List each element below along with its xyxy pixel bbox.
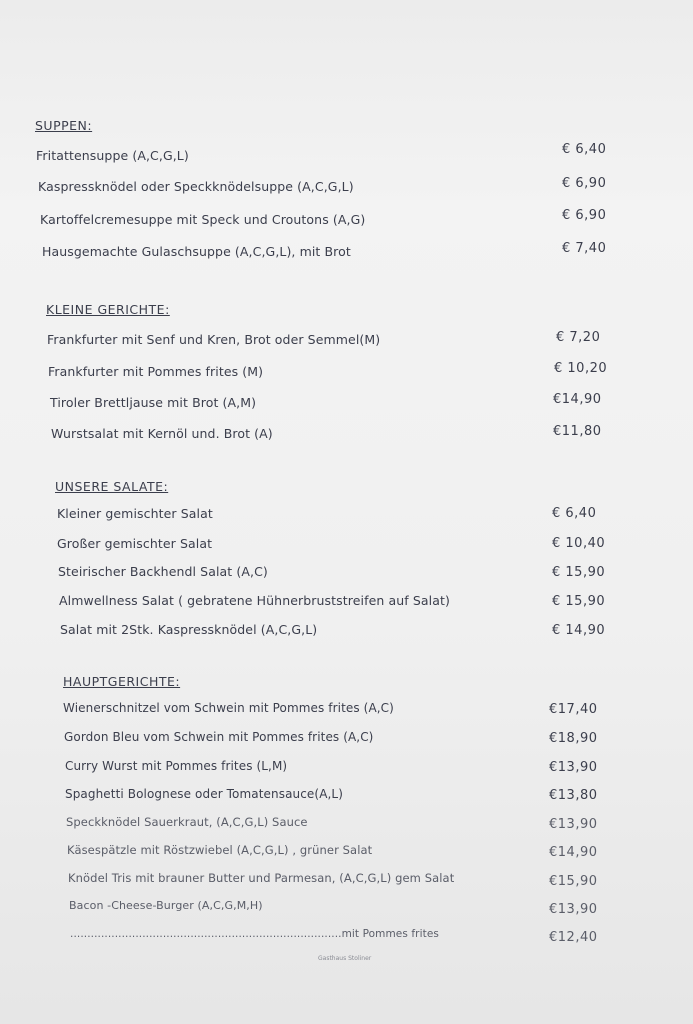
menu-price: €13,90 [549, 902, 598, 917]
menu-item: Hausgemachte Gulaschsuppe (A,C,G,L), mit Brot [42, 244, 351, 259]
menu-item: Kaspressknödel oder Speckknödelsuppe (A,C,G,L) [38, 179, 354, 194]
section-heading-suppen: SUPPEN: [35, 118, 93, 133]
footer-text: Gasthaus Stoliner [318, 955, 372, 962]
menu-item: Almwellness Salat ( gebratene Hühnerbruststreifen auf Salat) [59, 593, 450, 608]
menu-price: € 6,90 [562, 208, 607, 223]
section-heading-unsere-salate: UNSERE SALATE: [55, 479, 169, 494]
menu-item: Speckknödel Sauerkraut, (A,C,G,L) Sauce [66, 815, 308, 829]
menu-price: € 7,40 [562, 241, 607, 256]
menu-item: Käsespätzle mit Röstzwiebel (A,C,G,L) , grüner Salat [67, 843, 373, 857]
menu-price: €15,90 [549, 874, 598, 889]
menu-price: € 14,90 [552, 623, 606, 638]
menu-price: €18,90 [549, 731, 598, 746]
menu-price: €11,80 [553, 424, 602, 439]
menu-item: Knödel Tris mit brauner Butter und Parmesan, (A,C,G,L) gem Salat [68, 871, 455, 885]
menu-item: Bacon -Cheese-Burger (A,C,G,M,H) [69, 899, 263, 912]
menu-item: ...............................................................................mit Pommes frites [70, 928, 439, 940]
menu-price: € 6,40 [562, 142, 607, 157]
menu-price: €13,90 [549, 817, 598, 832]
menu-item: Kartoffelcremesuppe mit Speck und Croutons (A,G) [40, 212, 366, 227]
menu-price: €14,90 [549, 845, 598, 860]
menu-item: Spaghetti Bolognese oder Tomatensauce(A,L) [65, 787, 343, 801]
menu-item: Kleiner gemischter Salat [57, 506, 213, 521]
menu-price: € 6,40 [552, 506, 597, 521]
menu-price: € 7,20 [556, 330, 601, 345]
section-heading-hauptgerichte: HAUPTGERICHTE: [63, 674, 181, 689]
menu-item: Wienerschnitzel vom Schwein mit Pommes frites (A,C) [63, 701, 394, 715]
menu-item: Steirischer Backhendl Salat (A,C) [58, 564, 268, 579]
menu-price: €17,40 [549, 702, 598, 717]
menu-price: € 10,40 [552, 536, 606, 551]
menu-item: Frankfurter mit Pommes frites (M) [48, 364, 264, 379]
menu-item: Gordon Bleu vom Schwein mit Pommes frites (A,C) [64, 730, 374, 744]
menu-item: Frankfurter mit Senf und Kren, Brot oder Semmel(M) [47, 332, 381, 347]
menu-price: €13,90 [549, 760, 598, 775]
menu-price: € 15,90 [552, 594, 606, 609]
menu-price: €13,80 [549, 788, 598, 803]
menu-item: Curry Wurst mit Pommes frites (L,M) [65, 759, 288, 773]
menu-price: € 6,90 [562, 176, 607, 191]
menu-price: € 15,90 [552, 565, 606, 580]
menu-item: Wurstsalat mit Kernöl und. Brot (A) [51, 426, 273, 441]
menu-price: € 10,20 [554, 361, 608, 376]
menu-item: Großer gemischter Salat [57, 536, 213, 551]
menu-item: Salat mit 2Stk. Kaspressknödel (A,C,G,L) [60, 622, 318, 637]
section-heading-kleine-gerichte: KLEINE GERICHTE: [46, 302, 170, 317]
menu-item: Fritattensuppe (A,C,G,L) [36, 148, 189, 163]
menu-item: Tiroler Brettljause mit Brot (A,M) [50, 395, 257, 410]
menu-price: €14,90 [553, 392, 602, 407]
menu-price: €12,40 [549, 930, 598, 945]
